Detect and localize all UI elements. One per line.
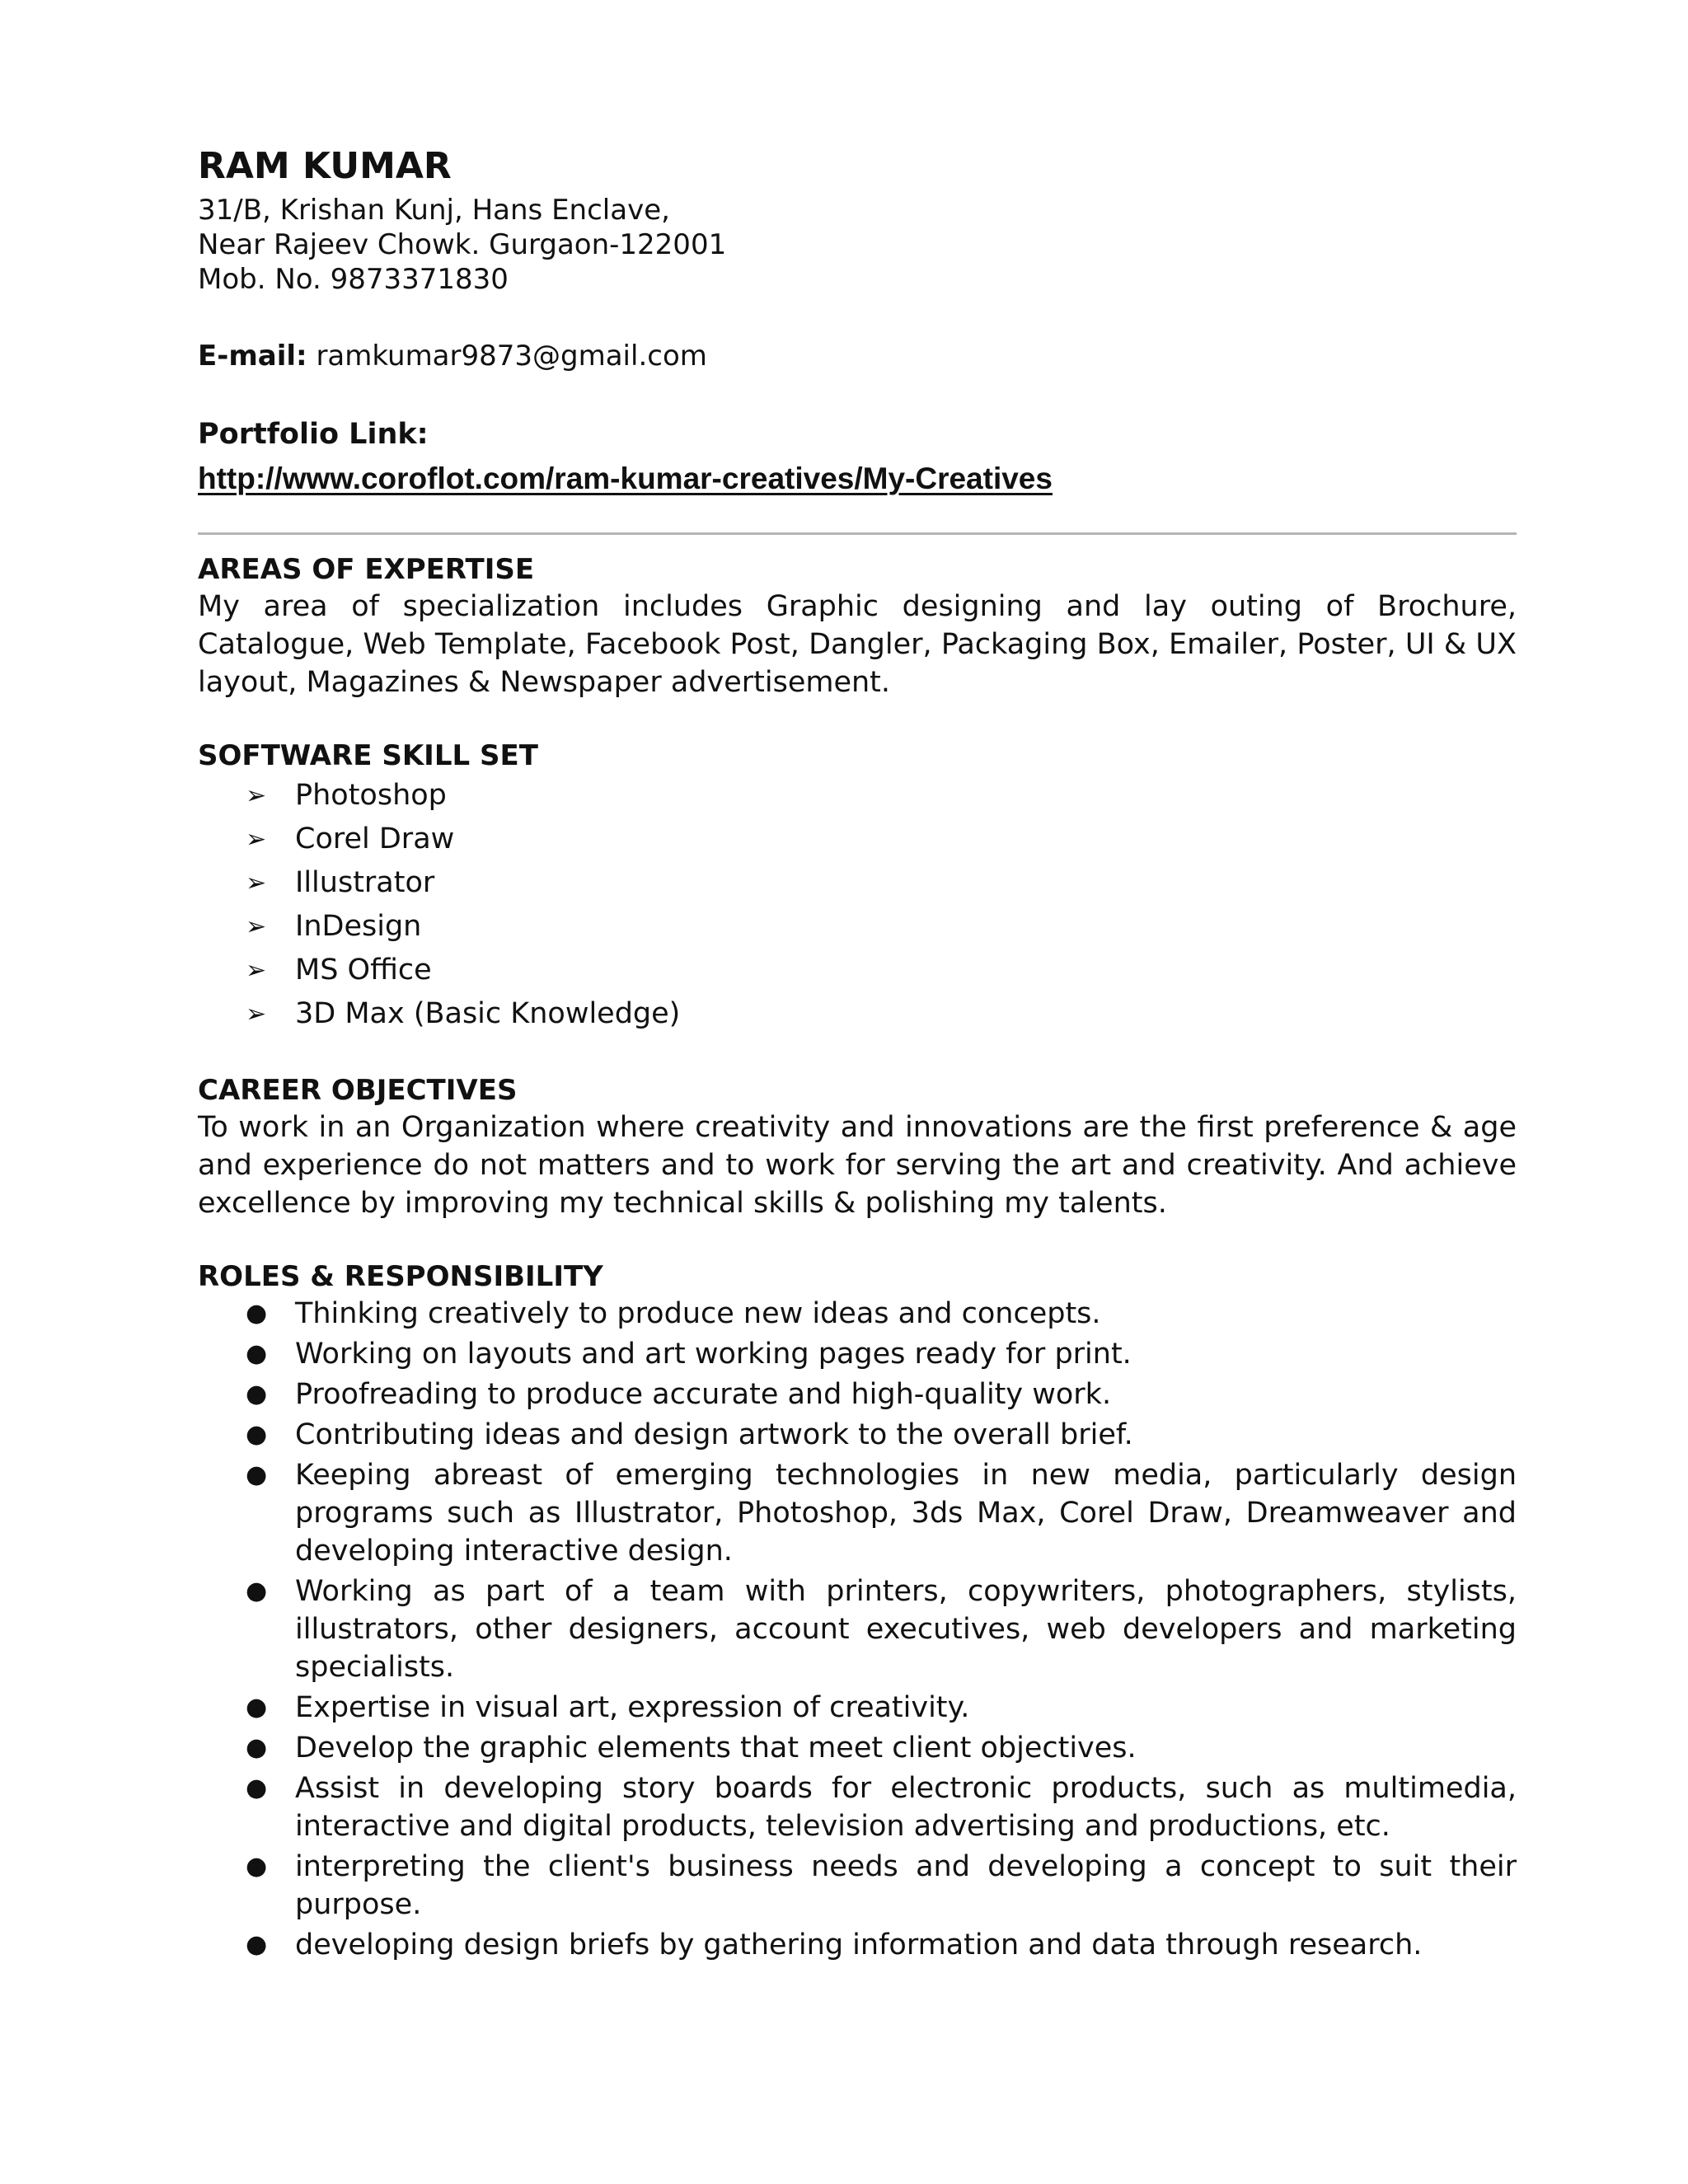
dot-bullet-icon: ● — [246, 1693, 268, 1722]
role-text: Expertise in visual art, expression of creativity. — [295, 1691, 970, 1724]
arrow-bullet-icon: ➢ — [246, 999, 267, 1029]
skill-label: 3D Max (Basic Knowledge) — [295, 997, 681, 1030]
role-text: Proofreading to produce accurate and high-quality work. — [295, 1378, 1112, 1411]
list-item — [198, 1376, 1517, 1413]
role-text: developing design briefs by gathering information and data through research. — [295, 1929, 1423, 1961]
address-line-1: 31/B, Krishan Kunj, Hans Enclave, — [198, 194, 670, 227]
dot-bullet-icon: ● — [246, 1299, 268, 1328]
dot-bullet-icon: ● — [246, 1420, 268, 1449]
portfolio-label: Portfolio Link: — [198, 418, 429, 451]
role-text: Keeping abreast of emerging technologies in new media, particularly design programs such as Illustrator, Photoshop, 3ds Max, Corel Draw, Dreamweaver and developing interactive design. — [295, 1459, 1517, 1568]
mobile-number: Mob. No. 9873371830 — [198, 263, 509, 296]
email-label: E-mail: — [198, 340, 307, 373]
list-item — [246, 905, 1517, 949]
role-text: Develop the graphic elements that meet client objectives. — [295, 1732, 1137, 1765]
list-item — [198, 1295, 1517, 1333]
skills-heading: SOFTWARE SKILL SET — [198, 739, 538, 772]
role-text: Working as part of a team with printers, copywriters, photographers, stylists, illustrators, other designers, account executives, web developers and marketing specialists. — [295, 1575, 1517, 1684]
list-item — [246, 774, 1517, 818]
email-row — [198, 338, 1517, 374]
dot-bullet-icon: ● — [246, 1852, 268, 1881]
dot-bullet-icon: ● — [246, 1380, 268, 1408]
role-text: Working on layouts and art working pages ready for print. — [295, 1338, 1132, 1371]
skill-label: Illustrator — [295, 866, 435, 899]
list-item — [198, 1769, 1517, 1845]
list-item — [246, 861, 1517, 905]
role-text: Assist in developing story boards for electronic products, such as multimedia, interactive and digital products, television advertising and productions, etc. — [295, 1772, 1517, 1843]
skill-label: MS Office — [295, 954, 432, 987]
role-text: Contributing ideas and design artwork to the overall brief. — [295, 1418, 1133, 1451]
dot-bullet-icon: ● — [246, 1339, 268, 1368]
dot-bullet-icon: ● — [246, 1774, 268, 1802]
roles-list — [198, 1295, 1517, 1964]
list-item — [246, 992, 1517, 1036]
expertise-heading: AREAS OF EXPERTISE — [198, 553, 535, 586]
objectives-text: To work in an Organization where creativity and innovations are the first preference & age and experience do not matters and to work for serving the art and creativity. And achieve excellence by improving my technical skills & polishing my talents. — [198, 1111, 1517, 1220]
arrow-bullet-icon: ➢ — [246, 780, 267, 810]
header-divider — [198, 532, 1517, 535]
candidate-name: RAM KUMAR — [198, 145, 452, 187]
portfolio-link[interactable]: http://www.coroflot.com/ram-kumar-creatives/My-Creatives — [198, 462, 1053, 495]
roles-heading: ROLES & RESPONSIBILITY — [198, 1260, 603, 1293]
expertise-text: My area of specialization includes Graphic designing and lay outing of Brochure, Catalogue, Web Template, Facebook Post, Dangler, Packaging Box, Emailer, Poster, UI & UX layout, Magazines & Newspaper advertisement. — [198, 590, 1517, 699]
skill-label: Photoshop — [295, 779, 447, 812]
dot-bullet-icon: ● — [246, 1460, 268, 1489]
list-item — [198, 1848, 1517, 1924]
list-item — [198, 1729, 1517, 1767]
dot-bullet-icon: ● — [246, 1577, 268, 1605]
list-item — [198, 1335, 1517, 1373]
arrow-bullet-icon: ➢ — [246, 868, 267, 898]
arrow-bullet-icon: ➢ — [246, 955, 267, 985]
objectives-heading: CAREER OBJECTIVES — [198, 1074, 518, 1107]
arrow-bullet-icon: ➢ — [246, 824, 267, 854]
skill-label: InDesign — [295, 910, 422, 943]
list-item — [198, 1416, 1517, 1454]
skills-list — [198, 774, 1517, 1036]
list-item — [198, 1689, 1517, 1727]
dot-bullet-icon: ● — [246, 1930, 268, 1959]
list-item — [198, 1926, 1517, 1964]
dot-bullet-icon: ● — [246, 1733, 268, 1762]
arrow-bullet-icon: ➢ — [246, 912, 267, 941]
list-item — [198, 1572, 1517, 1686]
list-item — [198, 1456, 1517, 1570]
address-line-2: Near Rajeev Chowk. Gurgaon-122001 — [198, 228, 727, 261]
list-item — [246, 949, 1517, 992]
skill-label: Corel Draw — [295, 823, 455, 855]
role-text: interpreting the client's business needs and developing a concept to suit their purpose. — [295, 1850, 1517, 1921]
resume-page — [198, 140, 1517, 1966]
list-item — [246, 818, 1517, 861]
email-value[interactable]: ramkumar9873@gmail.com — [316, 340, 707, 373]
role-text: Thinking creatively to produce new ideas and concepts. — [295, 1297, 1101, 1330]
